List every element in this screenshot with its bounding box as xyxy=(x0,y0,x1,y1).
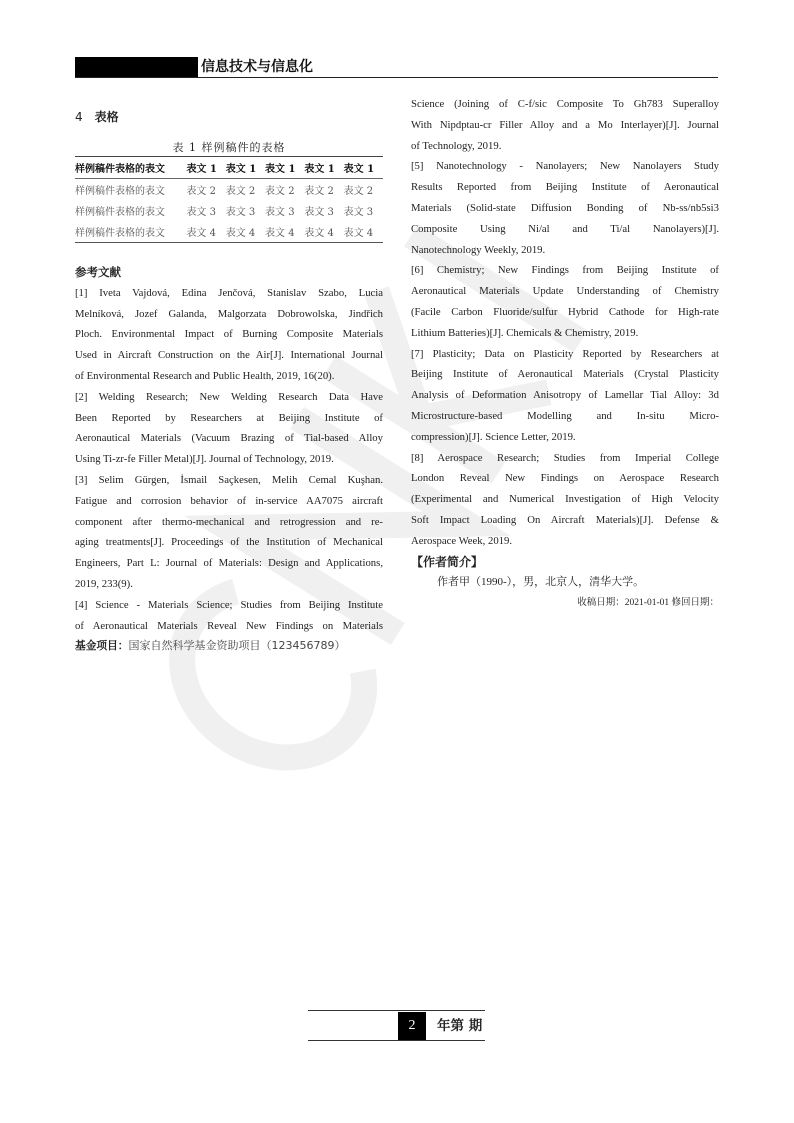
table-cell: 表文 3 xyxy=(186,207,216,218)
reference-line: [6] Chemistry; New Findings from Beijing Institute of xyxy=(411,264,719,277)
reference-line: Nanotechnology Weekly, 2019. xyxy=(411,243,546,256)
page-number: 2 xyxy=(398,1012,426,1040)
table-cell: 表文 3 xyxy=(265,207,295,218)
issue-text: 年第 期 xyxy=(437,1018,483,1034)
table-cell: 表文 4 xyxy=(304,221,343,243)
reference-item xyxy=(411,156,719,260)
right-column xyxy=(411,94,719,614)
reference-item xyxy=(75,387,383,470)
reference-line: [5] Nanotechnology - Nanolayers; New Nanolayers Study xyxy=(411,160,719,173)
reference-line: Using Ti-zr-fe Filler Metal)[J]. Journal of Technology, 2019. xyxy=(75,453,334,466)
author-bio-text: 作者甲（1990-），男，北京人，清华大学。 xyxy=(437,576,645,589)
table-cell: 表文 2 xyxy=(343,186,374,197)
fund-text: 国家自然科学基金资助项目（123456789） xyxy=(128,639,346,653)
table-row xyxy=(75,221,383,243)
reference-line: With Nipdptau-cr Filler Alloy and a Mo Interlayer)[J]. Journal xyxy=(411,118,719,131)
reference-line: (Experimental and Numerical Investigation of High Velocity xyxy=(411,493,719,506)
reference-line: Been Reported by Researchers at Beijing Institute of xyxy=(75,411,383,424)
section-number: 4 xyxy=(75,110,83,124)
reference-line: Soft Impact Loading On Aircraft Materials)[J]. Defense & xyxy=(411,513,719,526)
table-cell: 表文 4 xyxy=(344,221,383,243)
reference-line: Materials (Solid-state Diffusion Bonding of Nb-ss/nb5si3 xyxy=(411,201,719,214)
reference-line: Aerospace Week, 2019. xyxy=(411,534,513,547)
fund-label: 基金项目： xyxy=(75,639,129,653)
received-date: 收稿日期：2021-01-01 修回日期： xyxy=(577,598,719,609)
table-cell: 表文 2 xyxy=(186,186,216,197)
table-cell: 样例稿件表格的表文 xyxy=(75,207,165,218)
table-cell: 表文 2 xyxy=(265,186,295,197)
reference-item xyxy=(411,94,719,156)
reference-line: Aeronautical Materials (Vacuum Brazing of Tial-based Alloy xyxy=(75,432,383,445)
reference-line: aging treatments[J]. Proceedings of the Institution of Mechanical xyxy=(75,536,383,549)
reference-line: Results Reported from Beijing Institute of Aeronautical xyxy=(411,181,719,194)
reference-line: (Facile Carbon Fluoride/sulfur Hybrid Cathode for High-rate xyxy=(411,305,719,318)
reference-line: component after thermo-mechanical and retrogression and re- xyxy=(75,515,383,528)
table-header-cell: 样例稿件表格的表文 xyxy=(75,157,186,179)
reference-line: 2019, 233(9). xyxy=(75,577,133,590)
table-header-cell: 表文 1 xyxy=(226,157,265,179)
table-cell: 表文 4 xyxy=(226,221,265,243)
reference-line: Fatigue and corrosion behavior of in-service AA7075 aircraft xyxy=(75,494,383,507)
table-cell: 表文 3 xyxy=(225,207,256,218)
reference-line: London Reveal New Findings on Aerospace Research xyxy=(411,472,719,485)
footer-rule-top xyxy=(308,1010,485,1011)
reference-line: Engineers, Part L: Journal of Materials: Design and Applications, xyxy=(75,557,383,570)
reference-line: Analysis of Deformation Anisotropy of Lamellar Tial Alloy: 3d xyxy=(411,389,719,402)
reference-line: [4] Science - Materials Science; Studies from Beijing Institute xyxy=(75,598,383,611)
table-cell: 样例稿件表格的表文 xyxy=(75,186,165,197)
table-cell: 表文 2 xyxy=(304,186,334,197)
table-header-cell: 表文 1 xyxy=(304,157,343,179)
table-row xyxy=(75,179,383,201)
table-cell: 表文 4 xyxy=(265,221,304,243)
table-caption: 表 1 样例稿件的表格 xyxy=(172,141,286,154)
reference-line: Microstructure-based Modelling and In-situ Micro- xyxy=(411,409,719,422)
reference-line: Ploch. Environmental Impact of Burning Composite Materials xyxy=(75,328,383,341)
table-row xyxy=(75,200,383,221)
author-bio-heading: 【作者简介】 xyxy=(411,554,484,569)
table-header-cell: 表文 1 xyxy=(265,157,304,179)
table-cell: 表文 2 xyxy=(225,186,256,197)
section-heading xyxy=(75,108,119,125)
table-cell: 表文 3 xyxy=(304,207,334,218)
reference-line: Beijing Institute of Aeronautical Materials (Crystal Plasticity xyxy=(411,368,719,381)
reference-line: Melníková, Jozef Galanda, Malgorzata Dobrowolska, Jindřich xyxy=(75,307,383,320)
table-header-row xyxy=(75,157,383,179)
references-heading: 参考文献 xyxy=(75,265,121,279)
reference-line: Science (Joining of C-f/sic Composite To Gh783 Superalloy xyxy=(411,98,719,110)
section-title: 表格 xyxy=(94,110,119,124)
header-black-block xyxy=(75,57,198,77)
reference-line: [3] Selim Gürgen, İsmail Saçkesen, Melih Cemal Kuşhan. xyxy=(75,473,383,486)
reference-item xyxy=(75,283,383,387)
reference-item xyxy=(411,344,719,448)
reference-line: [2] Welding Research; New Welding Research Data Have xyxy=(75,390,383,403)
table-cell: 样例稿件表格的表文 xyxy=(75,221,186,243)
reference-item xyxy=(75,595,383,637)
reference-line: [1] Iveta Vajdová, Edina Jenčová, Stanislav Szabo, Lucia xyxy=(75,286,383,299)
footer-rule-bottom xyxy=(308,1040,485,1041)
reference-line: [7] Plasticity; Data on Plasticity Reported by Researchers at xyxy=(411,347,719,360)
table-cell: 表文 4 xyxy=(186,221,225,243)
reference-line: [8] Aerospace Research; Studies from Imperial College xyxy=(411,451,719,464)
table-header-cell: 表文 1 xyxy=(344,157,383,179)
reference-line: Used in Aircraft Construction on the Air[J]. International Journal xyxy=(75,349,383,362)
reference-item xyxy=(411,260,719,343)
reference-line: Composite Using Ni/al and Ti/al Nanolayers)[J]. xyxy=(411,222,719,235)
sample-table xyxy=(75,156,383,243)
left-column xyxy=(75,262,383,657)
table-cell: 表文 3 xyxy=(343,207,374,218)
reference-item xyxy=(75,470,383,595)
reference-line: of Environmental Research and Public Health, 2019, 16(20). xyxy=(75,369,335,382)
reference-line: of Aeronautical Materials Reveal New Findings on Materials xyxy=(75,619,383,632)
reference-line: compression)[J]. Science Letter, 2019. xyxy=(411,430,576,443)
reference-line: Aeronautical Materials Update Understanding of Chemistry xyxy=(411,285,719,298)
fund-line xyxy=(75,636,383,657)
reference-item xyxy=(411,448,719,552)
table-header-cell: 表文 1 xyxy=(186,157,225,179)
reference-line: of Technology, 2019. xyxy=(411,139,502,152)
header-rule xyxy=(75,77,718,78)
reference-line: Lithium Batteries)[J]. Chemicals & Chemistry, 2019. xyxy=(411,326,639,339)
journal-title: 信息技术与信息化 xyxy=(201,59,313,75)
